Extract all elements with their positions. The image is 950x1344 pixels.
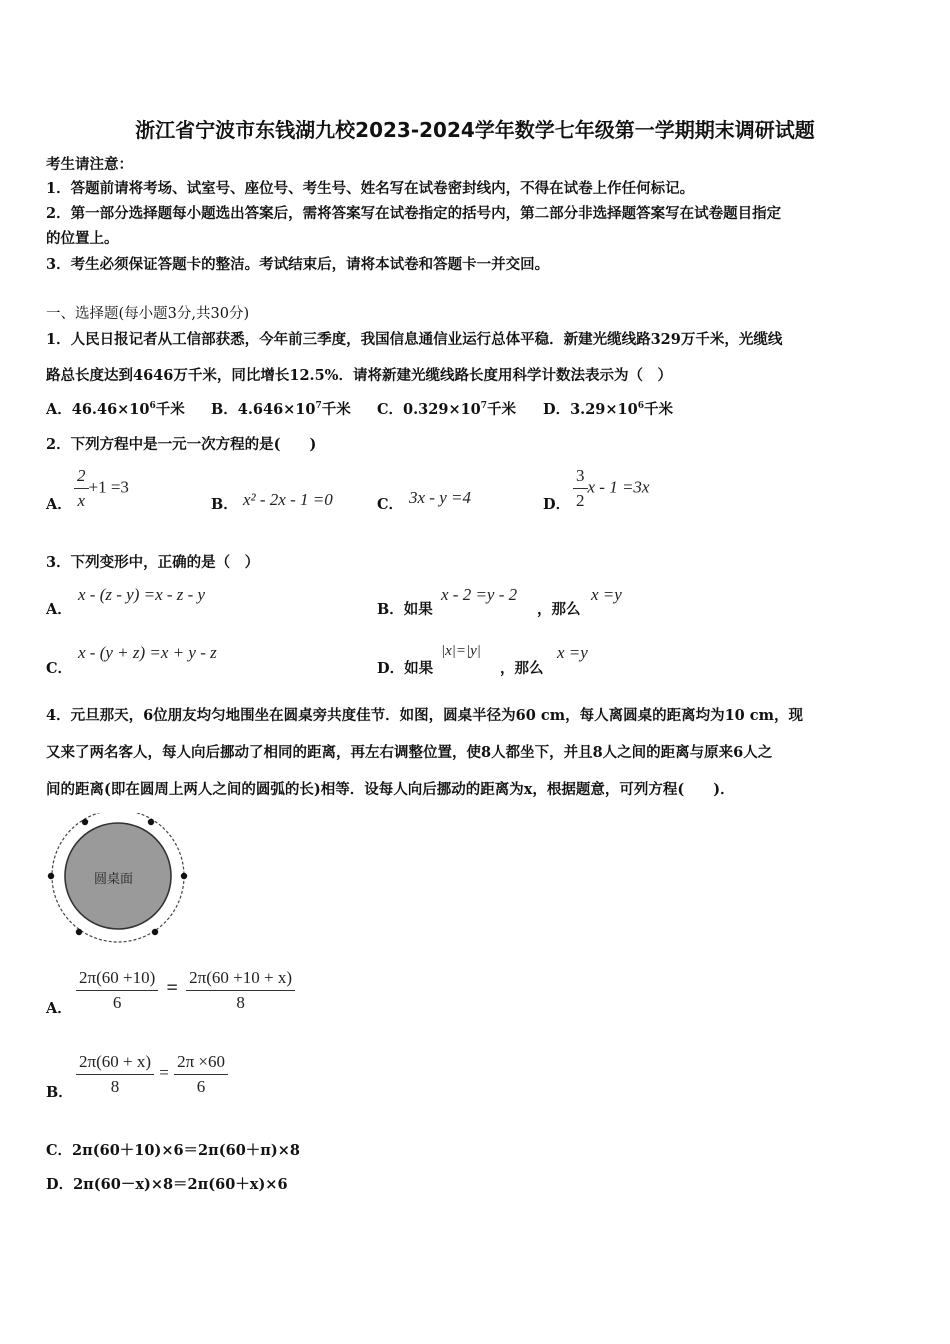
q2-label-c: C． (377, 496, 404, 513)
q4-label-b: B． (46, 1084, 73, 1101)
q3-stem: 3．下列变形中，正确的是（ ） (46, 554, 260, 571)
q1-option-d: D．$3.29\times 10^6$千米 (543, 401, 673, 418)
seat-dot (76, 929, 82, 935)
seat-dot (148, 819, 154, 825)
q2-label-b: B． (211, 496, 238, 513)
q1-stem: 路总长度达到4646万千米，同比增长12.5%．请将新建光缆线路长度用科学计数法表示为（ ） (46, 367, 672, 384)
seat-dot (152, 929, 158, 935)
section-heading: 一、选择题(每小题3分,共30分) (46, 306, 250, 322)
notice-item: 3．考生必须保证答题卡的整洁。考试结束后，请将本试卷和答题卡一并交回。 (46, 256, 550, 273)
q3-option-a: x - (z - y) =x - z - y (78, 585, 206, 604)
q4-option-a: $\frac{2\pi(60 +10)}{6}$ = $\frac{2\pi(60 +10 + x)}{8}$ (76, 968, 295, 1013)
q3-b-then: ，那么 (537, 601, 581, 618)
q3-d-then: ，那么 (500, 660, 544, 677)
q4-option-d: D．2π(60－x)×8＝2π(60＋x)×6 (46, 1176, 288, 1193)
table-label: 圆桌面 (94, 872, 134, 887)
q1-option-c: C．$0.329\times 10^7$千米 (377, 401, 517, 418)
q2-label-a: A． (46, 496, 72, 513)
q3-d-expr1: |x|=|y| (441, 643, 481, 659)
q3-label-d: D．如果 (377, 660, 434, 677)
q3-b-expr1: x - 2 =y - 2 (441, 585, 518, 604)
q1-stem: 1．人民日报记者从工信部获悉，今年前三季度，我国信息通信业运行总体平稳．新建光缆线路329万千米，光缆线 (46, 331, 783, 348)
seat-dot (82, 819, 88, 825)
notice-item: 的位置上。 (46, 230, 119, 247)
q2-option-c: 3x - y =4 (409, 488, 471, 507)
q2-option-a: $\frac{2}{x}$ +1 =3 (74, 466, 129, 511)
q4-stem: 4．元旦那天，6位朋友均匀地围坐在圆桌旁共度佳节．如图，圆桌半径为60 cm，每人离圆桌的距离均为10 cm，现 (46, 707, 803, 724)
q3-d-expr2: x =y (557, 643, 588, 662)
seat-dot (48, 873, 54, 879)
q4-label-a: A． (46, 1000, 72, 1017)
notice-item: 1．答题前请将考场、试室号、座位号、考生号、姓名写在试卷密封线内，不得在试卷上作任何标记。 (46, 180, 695, 197)
notice-heading: 考生请注意： (46, 156, 133, 173)
q1-option-a: A．$46.46\times 10^6$千米 (46, 401, 185, 418)
q4-stem: 间的距离(即在圆周上两人之间的圆弧的长)相等．设每人向后挪动的距离为x，根据题意，可列方程( )． (46, 781, 735, 798)
q4-option-b: $\frac{2\pi(60 + x)}{8}$ = $\frac{2\pi \times 60}{6}$ (76, 1052, 228, 1097)
q3-label-c: C． (46, 660, 73, 677)
q1-option-b: B．$4.646\times 10^7$千米 (211, 401, 351, 418)
q2-option-d: $\frac{3}{2}$ x - 1 =3x (573, 466, 649, 511)
q3-label-b: B．如果 (377, 601, 433, 618)
q2-label-d: D． (543, 496, 571, 513)
q2-stem: 2．下列方程中是一元一次方程的是( ) (46, 436, 317, 453)
seat-dot (181, 873, 187, 879)
q2-option-b: x² - 2x - 1 =0 (243, 490, 333, 509)
notice-item: 2．第一部分选择题每小题选出答案后，需将答案写在试卷指定的括号内，第二部分非选择题答案写在试卷题目指定 (46, 205, 782, 222)
q4-stem: 又来了两名客人，每人向后挪动了相同的距离，再左右调整位置，使8人都坐下，并且8人之间的距离与原来6人之 (46, 744, 773, 761)
q3-b-expr2: x =y (591, 585, 622, 604)
q4-option-c: C．2π(60＋10)×6＝2π(60＋π)×8 (46, 1142, 301, 1159)
q3-option-c: x - (y + z) =x + y - z (78, 643, 217, 662)
page-title: 浙江省宁波市东钱湖九校2023-2024学年数学七年级第一学期期末调研试题 (135, 118, 815, 142)
q3-label-a: A． (46, 601, 72, 618)
